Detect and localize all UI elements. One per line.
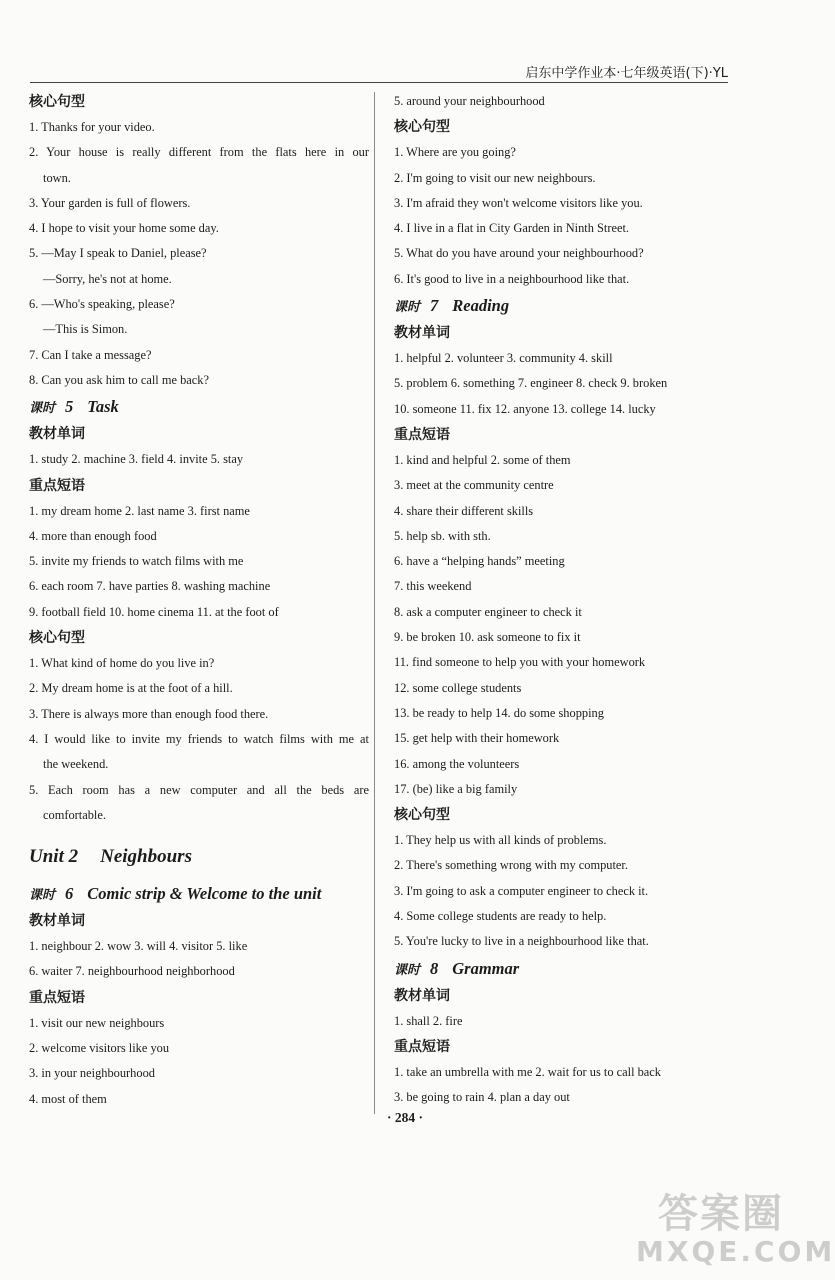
answer-line: 5. help sb. with sth. <box>394 528 491 543</box>
lesson-title: Comic strip & Welcome to the unit <box>87 884 322 904</box>
answer-line: town. <box>43 170 71 185</box>
unit-heading <box>29 828 369 880</box>
answer-line: 1. shall 2. fire <box>394 1013 463 1028</box>
unit-label: Unit 2 <box>29 846 79 868</box>
answer-line: 5. Each room has a new computer and all the beds are <box>29 782 369 797</box>
lesson-tag: 课时 <box>394 962 421 978</box>
section-heading: 核心句型 <box>394 119 450 136</box>
column-divider <box>374 92 375 1114</box>
header-rule <box>30 82 728 83</box>
answer-line: 2. There's something wrong with my computer. <box>394 858 628 873</box>
answer-line: 1. kind and helpful 2. some of them <box>394 452 571 467</box>
section-heading: 重点短语 <box>394 1038 450 1055</box>
answer-line: 9. be broken 10. ask someone to fix it <box>394 630 581 645</box>
lesson-number: 7 <box>430 296 439 316</box>
answer-line: 5. You're lucky to live in a neighbourhood like that. <box>394 934 649 949</box>
unit-name: Neighbours <box>100 846 192 868</box>
section-heading: 核心句型 <box>394 807 450 824</box>
answer-line: 16. among the volunteers <box>394 756 520 771</box>
answer-line: 3. There is always more than enough food there. <box>29 706 269 721</box>
answer-line: 1. study 2. machine 3. field 4. invite 5. stay <box>29 452 244 467</box>
page-number: · 284 · <box>386 1110 423 1125</box>
answer-line: 3. I'm going to ask a computer engineer to check it. <box>394 883 649 898</box>
answer-line: 5. What do you have around your neighbourhood? <box>394 246 644 261</box>
answer-line: 1. helpful 2. volunteer 3. community 4. skill <box>394 351 613 366</box>
answer-line: 2. My dream home is at the foot of a hill. <box>29 681 233 696</box>
answer-line: 5. problem 6. something 7. engineer 8. check 9. broken <box>394 376 668 391</box>
lesson-heading-8 <box>394 955 730 983</box>
watermark-bottom: MXQE.COM <box>636 1235 835 1268</box>
answer-line: 1. visit our new neighbours <box>29 1015 165 1030</box>
lesson-heading-6 <box>29 880 369 908</box>
lesson-number: 5 <box>65 397 74 417</box>
lesson-tag: 课时 <box>394 300 421 316</box>
answer-line: 1. take an umbrella with me 2. wait for us to call back <box>394 1064 662 1079</box>
watermark-logo <box>636 1191 835 1274</box>
answer-line: —This is Simon. <box>43 322 128 337</box>
answer-line: 1. What kind of home do you live in? <box>29 656 215 671</box>
watermark-top: 答案圈 <box>658 1191 784 1237</box>
lesson-title: Grammar <box>452 958 520 978</box>
lesson-heading-7 <box>394 292 730 320</box>
answer-line: 1. Where are you going? <box>394 145 516 160</box>
answer-line: 6. waiter 7. neighbourhood neighborhood <box>29 964 235 979</box>
answer-line: 4. most of them <box>29 1091 107 1106</box>
answer-line: the weekend. <box>43 757 109 772</box>
answer-line: 6. It's good to live in a neighbourhood like that. <box>394 271 630 286</box>
answer-line: —Sorry, he's not at home. <box>43 271 172 286</box>
answer-line: 5. —May I speak to Daniel, please? <box>29 246 207 261</box>
answer-line: 3. be going to rain 4. plan a day out <box>394 1090 570 1105</box>
answer-line: 12. some college students <box>394 680 522 695</box>
answer-line: 8. ask a computer engineer to check it <box>394 604 582 619</box>
answer-line: 10. someone 11. fix 12. anyone 13. college 14. lucky <box>394 401 656 416</box>
running-header: 启东中学作业本·七年级英语(下)·YL <box>525 66 728 81</box>
answer-line: 17. (be) like a big family <box>394 781 518 796</box>
answer-line: 13. be ready to help 14. do some shopping <box>394 705 604 720</box>
lesson-title: Reading <box>452 296 510 316</box>
answer-line: 1. They help us with all kinds of problems. <box>394 833 607 848</box>
section-heading: 重点短语 <box>394 426 450 443</box>
answer-line: 15. get help with their homework <box>394 731 560 746</box>
answer-line: 2. welcome visitors like you <box>29 1041 170 1056</box>
answer-line: 7. Can I take a message? <box>29 347 152 362</box>
right-column <box>394 89 730 1111</box>
section-heading: 重点短语 <box>29 477 85 494</box>
answer-line: 3. in your neighbourhood <box>29 1066 155 1081</box>
answer-line: 7. this weekend <box>394 579 472 594</box>
answer-line: 1. Thanks for your video. <box>29 120 155 134</box>
section-heading: 教材单词 <box>394 325 450 342</box>
lesson-number: 6 <box>65 884 74 904</box>
answer-line: 5. around your neighbourhood <box>394 94 545 108</box>
lesson-tag: 课时 <box>29 888 56 904</box>
section-heading: 教材单词 <box>394 987 450 1004</box>
answer-line: 9. football field 10. home cinema 11. at the foot of <box>29 604 279 619</box>
left-column <box>29 89 369 1112</box>
answer-line: 3. meet at the community centre <box>394 478 554 493</box>
answer-line: 4. share their different skills <box>394 503 534 518</box>
answer-line: 1. my dream home 2. last name 3. first name <box>29 503 250 518</box>
lesson-number: 8 <box>430 958 439 978</box>
lesson-heading-5 <box>29 393 369 421</box>
answer-line: 4. I would like to invite my friends to watch films with me at <box>29 731 369 746</box>
answer-line: 5. invite my friends to watch films with me <box>29 554 244 569</box>
section-heading: 核心句型 <box>29 94 85 110</box>
answer-line: 11. find someone to help you with your homework <box>394 655 646 670</box>
answer-line: 4. Some college students are ready to help. <box>394 909 607 924</box>
lesson-title: Task <box>87 397 119 417</box>
answer-line: 2. Your house is really different from the flats here in our <box>29 145 369 160</box>
answer-line: 6. have a “helping hands” meeting <box>394 554 565 569</box>
answer-line: 6. each room 7. have parties 8. washing machine <box>29 579 271 594</box>
answer-line: 3. Your garden is full of flowers. <box>29 195 191 210</box>
answer-line: comfortable. <box>43 807 106 822</box>
lesson-tag: 课时 <box>29 401 56 417</box>
answer-line: 4. I live in a flat in City Garden in Ninth Street. <box>394 221 630 236</box>
answer-line: 8. Can you ask him to call me back? <box>29 372 209 387</box>
answer-line: 4. more than enough food <box>29 528 157 543</box>
answer-line: 4. I hope to visit your home some day. <box>29 221 219 236</box>
section-heading: 教材单词 <box>29 913 85 930</box>
answer-line: 6. —Who's speaking, please? <box>29 297 175 312</box>
section-heading: 重点短语 <box>29 989 85 1006</box>
answer-line: 1. neighbour 2. wow 3. will 4. visitor 5. like <box>29 939 248 954</box>
section-heading: 核心句型 <box>29 630 85 647</box>
answer-line: 3. I'm afraid they won't welcome visitors like you. <box>394 195 643 210</box>
section-heading: 教材单词 <box>29 426 85 443</box>
answer-line: 2. I'm going to visit our new neighbours. <box>394 170 596 185</box>
